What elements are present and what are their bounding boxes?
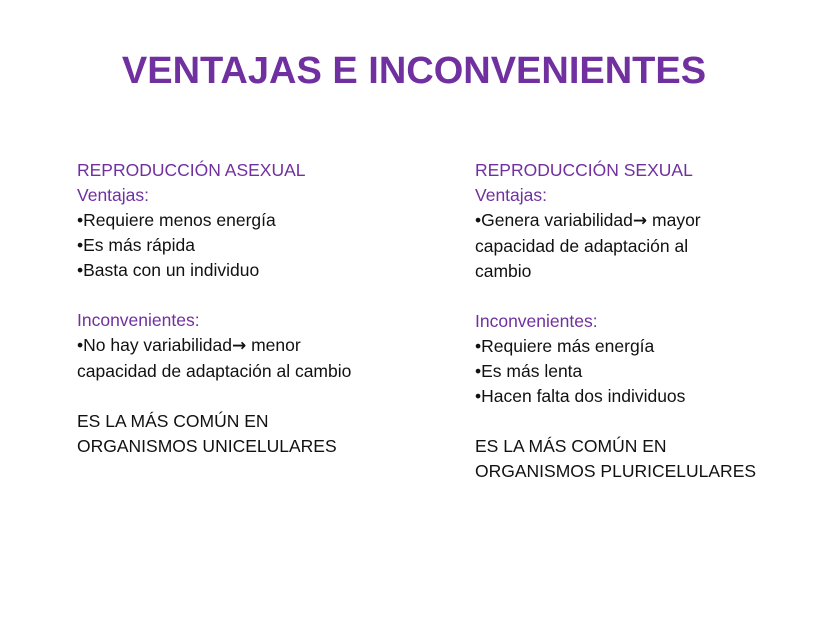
list-item-continuation: capacidad de adaptación al cambio: [77, 361, 352, 381]
arrow-right-icon: →: [632, 211, 648, 231]
list-item-text: mayor: [647, 210, 701, 230]
sexual-heading: REPRODUCCIÓN SEXUAL: [475, 160, 693, 180]
list-item: [77, 333, 417, 359]
spacer: [77, 283, 417, 308]
spacer: [77, 384, 417, 409]
list-item: •Es más lenta: [475, 361, 583, 381]
asexual-conclusion: ES LA MÁS COMÚN EN: [77, 411, 269, 431]
list-item: •Requiere más energía: [475, 336, 655, 356]
list-item: [475, 208, 765, 234]
list-item-text: •No hay variabilidad: [77, 335, 232, 355]
asexual-inconvenientes-label: Inconvenientes:: [77, 310, 200, 330]
sexual-column: [475, 158, 765, 484]
list-item: •Requiere menos energía: [77, 210, 276, 230]
asexual-column: [77, 158, 417, 459]
list-item-continuation: capacidad de adaptación al: [475, 236, 689, 256]
spacer: [475, 409, 765, 434]
sexual-inconvenientes-label: Inconvenientes:: [475, 311, 598, 331]
list-item-text: •Genera variabilidad: [475, 210, 633, 230]
arrow-right-icon: →: [231, 336, 247, 356]
spacer: [475, 284, 765, 309]
sexual-conclusion: ES LA MÁS COMÚN EN: [475, 436, 667, 456]
sexual-ventajas-label: Ventajas:: [475, 185, 547, 205]
sexual-conclusion: ORGANISMOS PLURICELULARES: [475, 461, 757, 481]
asexual-heading: REPRODUCCIÓN ASEXUAL: [77, 160, 306, 180]
list-item: •Hacen falta dos individuos: [475, 386, 686, 406]
list-item: •Es más rápida: [77, 235, 195, 255]
list-item: •Basta con un individuo: [77, 260, 260, 280]
asexual-ventajas-label: Ventajas:: [77, 185, 149, 205]
list-item-text: menor: [246, 335, 301, 355]
list-item-continuation: cambio: [475, 261, 532, 281]
slide-title: VENTAJAS E INCONVENIENTES: [121, 50, 707, 92]
asexual-conclusion: ORGANISMOS UNICELULARES: [77, 436, 337, 456]
